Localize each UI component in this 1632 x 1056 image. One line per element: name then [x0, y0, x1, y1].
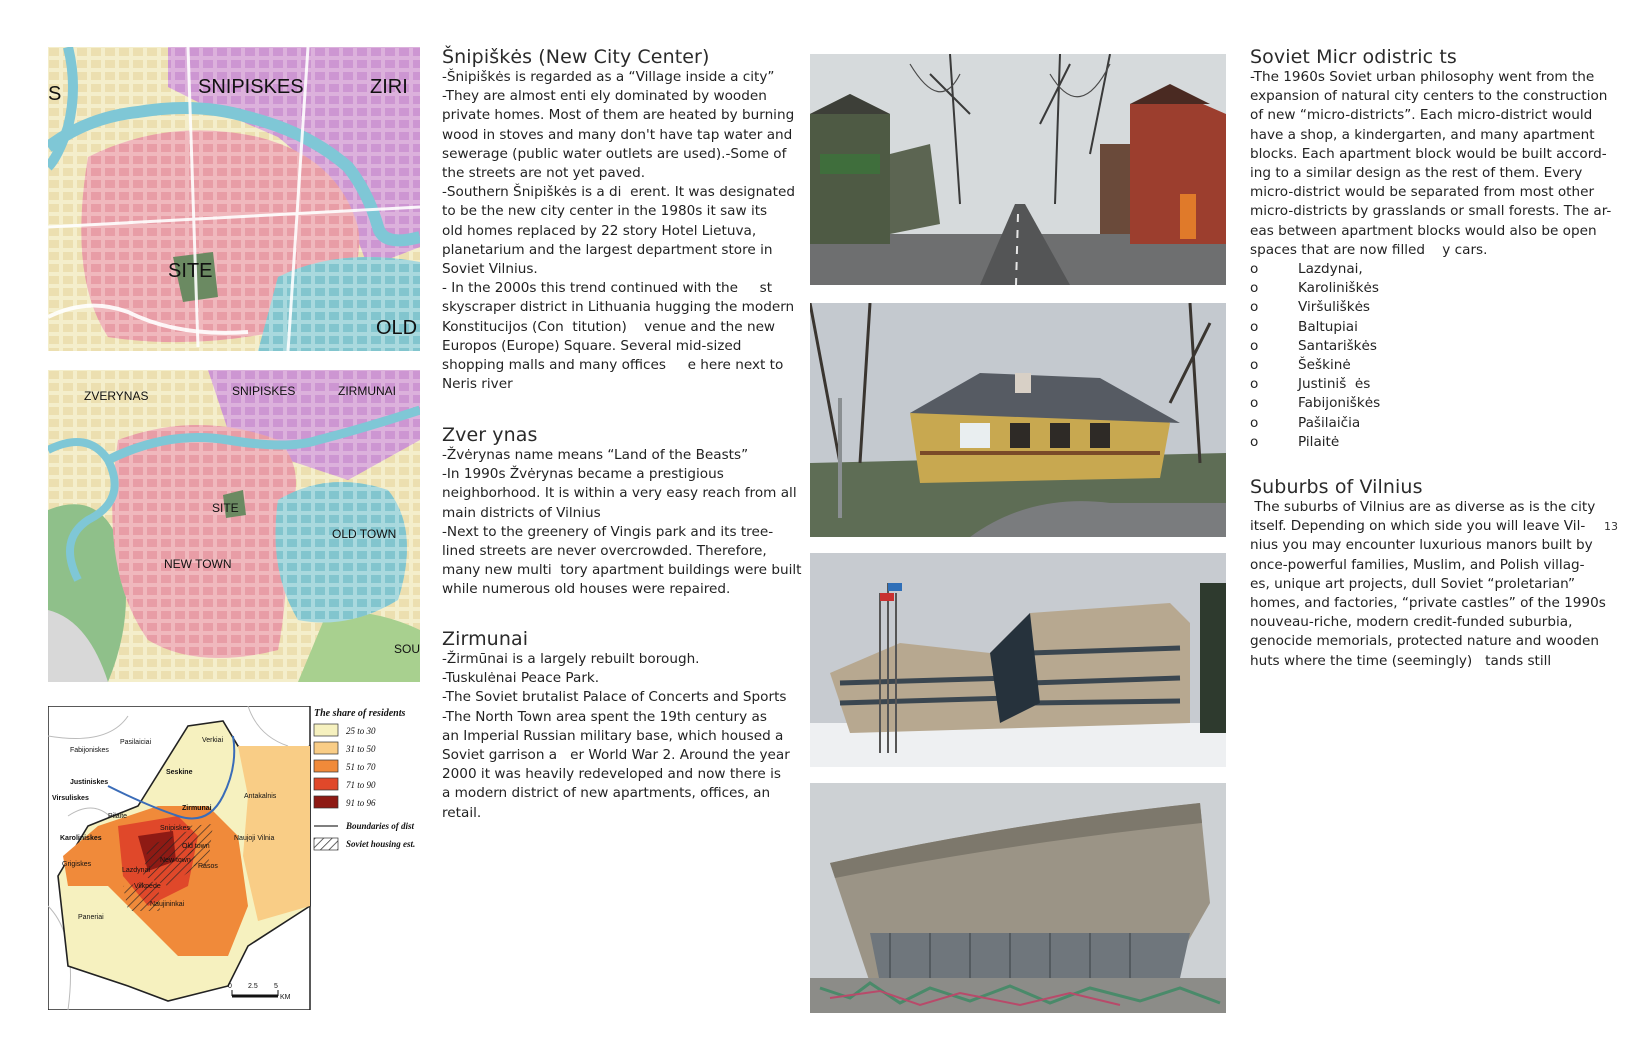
map3-district-15: New town: [160, 857, 191, 864]
suburbs-line: es, unique art projects, dull Soviet “proletarian”: [1250, 575, 1576, 592]
soviet-line: micro-district would be separated from most other: [1250, 184, 1595, 201]
snipiskes-line: skyscraper district in Lithuania hugging the modern: [442, 299, 795, 316]
bullet-icon: o: [1250, 318, 1259, 335]
map3-district-4: Seskine: [166, 769, 193, 776]
suburbs-line: huts where the time (seemingly) tands still: [1250, 652, 1552, 669]
map3-district-9: Karoliniskes: [60, 835, 102, 842]
bullet-icon: o: [1250, 376, 1259, 393]
list-item: [1250, 298, 1550, 317]
zverynas-line: -Next to the greenery of Vingis park and its tree-: [442, 523, 774, 540]
map2-label-zverynas: ZVERYNAS: [84, 389, 149, 403]
map-central-districts: [48, 370, 420, 682]
map3-district-3: Justiniskes: [70, 779, 109, 786]
list-item: [1250, 279, 1550, 298]
legend-item-4: 71 to 90: [346, 780, 376, 790]
bullet-icon: o: [1250, 395, 1259, 412]
legend-swatch-5: [314, 796, 338, 808]
photo-modern-building: [810, 553, 1226, 767]
list-item-label: Justiniš ės: [1298, 376, 1371, 393]
zverynas-line: -In 1990s Žvėrynas became a prestigious: [442, 466, 724, 483]
soviet-line: expansion of natural city centers to the construction: [1250, 88, 1608, 105]
soviet-line: ing to a similar design as the rest of them. Every: [1250, 165, 1583, 182]
legend-item-1: 25 to 30: [346, 726, 376, 736]
photo-palace-graphic: [810, 783, 1226, 1013]
soviet-line: micro-districts by grasslands or small forests. The ar-: [1250, 203, 1612, 220]
photo-street-graphic: [810, 54, 1226, 285]
soviet-line: -The 1960s Soviet urban philosophy went from the: [1250, 69, 1595, 85]
bullet-icon: o: [1250, 280, 1259, 297]
zverynas-line: lined streets are never overcrowded. Therefore,: [442, 543, 767, 560]
suburbs-line: itself. Depending on which side you will leave Vil-: [1250, 518, 1586, 535]
zirmunai-body: [442, 650, 790, 823]
zirmunai-line: retail.: [442, 804, 482, 821]
map-central-graphic: [48, 370, 420, 682]
photo-modern-graphic: [810, 553, 1226, 767]
list-item: [1250, 433, 1550, 452]
bullet-icon: o: [1250, 299, 1259, 316]
snipiskes-line: -Southern Šnipiškės is a di erent. It was designated: [442, 184, 795, 201]
list-item-label: Pilaitė: [1298, 433, 1340, 450]
snipiskes-line: Europos (Europe) Square. Several mid-sized: [442, 337, 742, 354]
legend-swatch-1: [314, 724, 338, 736]
zirmunai-line: Soviet garrison a er World War 2. Around the year: [442, 747, 790, 764]
zirmunai-line: an Imperial Russian military base, which housed a: [442, 727, 784, 744]
list-item-label: Šeškinė: [1298, 357, 1351, 374]
list-item: [1250, 375, 1550, 394]
zverynas-line: main districts of Vilnius: [442, 504, 601, 521]
list-item: [1250, 414, 1550, 433]
map2-label-zirmunai: ZIRMUNAI: [338, 384, 396, 398]
suburbs-line: homes, and factories, “private castles” of the 1990s: [1250, 595, 1606, 612]
map3-district-5: Antakalnis: [244, 793, 277, 800]
list-item: [1250, 356, 1550, 375]
map3-district-12: Old town: [182, 843, 210, 850]
zirmunai-title: Zirmunai: [442, 628, 529, 650]
map2-label-site: SITE: [212, 501, 239, 515]
map3-district-19: Paneriai: [78, 914, 104, 921]
zirmunai-line: -The North Town area spent the 19th century as: [442, 708, 767, 725]
map-snipiskes-detail: [48, 47, 420, 351]
scale-unit: KM: [280, 994, 291, 1001]
snipiskes-line: shopping malls and many offices e here next to: [442, 357, 784, 374]
map3-district-18: Naujininkai: [150, 901, 185, 908]
zirmunai-line: 2000 it was heavily redeveloped and now there is: [442, 766, 781, 783]
map-residents-share: [48, 706, 420, 1010]
snipiskes-line: -Šnipiškės is regarded as a “Village inside a city”: [442, 69, 775, 85]
map3-district-10: Snipiskes: [160, 825, 190, 832]
snipiskes-title: Šnipiškės (New City Center): [442, 46, 710, 68]
legend-swatch-4: [314, 778, 338, 790]
zverynas-line: -Žvėrynas name means “Land of the Beasts”: [442, 447, 749, 463]
map-snipiskes-graphic: [48, 47, 420, 351]
bullet-icon: o: [1250, 357, 1259, 374]
list-item: [1250, 318, 1550, 337]
snipiskes-line: -They are almost enti ely dominated by wooden: [442, 88, 767, 105]
map3-district-0: Fabijoniskes: [70, 747, 109, 754]
soviet-title: Soviet Micr odistric ts: [1250, 46, 1457, 68]
legend-soviet: Soviet housing est.: [346, 839, 416, 849]
map-residents-graphic: [48, 706, 420, 1010]
map3-district-6: Virsuliskes: [52, 795, 89, 802]
map3-district-8: Zirmunai: [182, 805, 212, 812]
list-item-label: Karoliniškės: [1298, 280, 1379, 297]
soviet-line: have a shop, a kindergarten, and many apartment: [1250, 126, 1595, 143]
list-item: [1250, 260, 1550, 279]
map2-label-snipiskes: SNIPISKES: [232, 384, 296, 398]
map3-district-14: Lazdynai: [122, 867, 151, 874]
snipiskes-line: Neris river: [442, 376, 513, 393]
legend-swatch-2: [314, 742, 338, 754]
soviet-body: [1250, 68, 1612, 260]
legend-item-2: 31 to 50: [346, 744, 376, 754]
snipiskes-line: planetarium and the largest department store in: [442, 241, 773, 258]
map3-district-1: Pasilaiciai: [120, 739, 152, 746]
microdistrict-list: [1250, 260, 1550, 452]
list-item: [1250, 337, 1550, 356]
map3-district-17: Vilkpede: [134, 883, 161, 890]
snipiskes-line: - In the 2000s this trend continued with the st: [442, 280, 773, 297]
bullet-icon: o: [1250, 337, 1259, 354]
zverynas-line: many new multi tory apartment buildings were built: [442, 562, 802, 579]
list-item-label: Lazdynai,: [1298, 261, 1363, 277]
list-item-label: Fabijoniškės: [1298, 395, 1381, 412]
list-item-label: Santariškės: [1298, 337, 1378, 354]
zverynas-line: while numerous old houses were repaired.: [442, 581, 731, 598]
photo-zverynas-house: [810, 303, 1226, 537]
suburbs-line: nius you may encounter luxurious manors built by: [1250, 537, 1593, 554]
suburbs-line: genocide memorials, protected nature and wooden: [1250, 633, 1600, 650]
snipiskes-line: wood in stoves and many don't have tap water and: [442, 126, 793, 143]
legend-item-5: 91 to 96: [346, 798, 376, 808]
legend-swatches: [314, 724, 338, 808]
photo-palace-concerts-sports: [810, 783, 1226, 1013]
suburbs-line: The suburbs of Vilnius are as diverse as is the city: [1250, 499, 1596, 515]
soviet-line: blocks. Each apartment block would be built accord-: [1250, 145, 1607, 162]
bullet-icon: o: [1250, 433, 1259, 450]
legend-soviet-swatch: [314, 838, 338, 850]
list-item-label: Baltupiai: [1298, 318, 1358, 335]
scale-zero: 0: [228, 983, 232, 990]
map1-label-snipiskes: SNIPISKES: [198, 76, 304, 98]
map1-label-site: SITE: [168, 260, 213, 282]
snipiskes-line: to be the new city center in the 1980s it saw its: [442, 203, 768, 220]
list-item: [1250, 394, 1550, 413]
zverynas-body: [442, 446, 802, 600]
legend-boundaries: Boundaries of dist: [346, 821, 415, 831]
page-number: 13: [1604, 520, 1618, 533]
legend-item-3: 51 to 70: [346, 762, 376, 772]
suburbs-title: Suburbs of Vilnius: [1250, 476, 1423, 498]
map3-district-13: Grigiskes: [62, 861, 92, 868]
photo-snipiskes-street: [810, 54, 1226, 285]
photo-house-graphic: [810, 303, 1226, 537]
snipiskes-line: old homes replaced by 22 story Hotel Lietuva,: [442, 222, 757, 239]
map2-label-new-town: NEW TOWN: [164, 557, 232, 571]
snipiskes-line: Soviet Vilnius.: [442, 261, 538, 278]
snipiskes-line: private homes. Most of them are heated by burning: [442, 107, 795, 124]
map1-label-s: S: [48, 83, 62, 105]
soviet-line: spaces that are now filled y cars.: [1250, 241, 1488, 258]
snipiskes-body: [442, 68, 795, 394]
map2-label-old-town: OLD TOWN: [332, 527, 397, 541]
map3-district-2: Verkiai: [202, 737, 224, 744]
legend-title: The share of residents: [314, 708, 406, 719]
snipiskes-line: Konstitucijos (Con titution) venue and the new: [442, 318, 776, 335]
bullet-icon: o: [1250, 261, 1259, 277]
bullet-icon: o: [1250, 414, 1259, 431]
suburbs-line: once-powerful families, Muslim, and Polish villag-: [1250, 556, 1585, 573]
list-item-label: Pašilaičia: [1298, 414, 1361, 431]
soviet-line: of new “micro-districts”. Each micro-district would: [1250, 107, 1593, 124]
snipiskes-line: sewerage (public water outlets are used).-Some of: [442, 145, 787, 162]
zirmunai-line: -Tuskulėnai Peace Park.: [442, 670, 600, 687]
map3-district-7: Pilaite: [108, 813, 128, 820]
zverynas-title: Zver ynas: [442, 424, 538, 446]
zirmunai-line: -Žirmūnai is a largely rebuilt borough.: [442, 651, 700, 667]
zirmunai-line: -The Soviet brutalist Palace of Concerts and Sports: [442, 689, 787, 706]
map3-district-16: Rasos: [198, 863, 218, 870]
snipiskes-line: the streets are not yet paved.: [442, 165, 646, 182]
scale-mid: 2.5: [248, 983, 258, 990]
map3-district-11: Naujoji Vilnia: [234, 835, 275, 842]
legend-swatch-3: [314, 760, 338, 772]
suburbs-line: nouveau-riche, modern credit-funded suburbia,: [1250, 614, 1573, 631]
map2-label-sou: SOU: [394, 642, 420, 656]
soviet-line: eas between apartment blocks would also be open: [1250, 222, 1597, 239]
zirmunai-line: a modern district of new apartments, offices, an: [442, 785, 771, 802]
map1-label-old: OLD: [376, 317, 418, 339]
scale-max: 5: [274, 983, 278, 990]
list-item-label: Viršuliškės: [1298, 299, 1371, 316]
zverynas-line: neighborhood. It is within a very easy reach from all: [442, 485, 797, 502]
suburbs-body: [1250, 498, 1606, 671]
map1-label-zirm: ZIRI: [370, 76, 408, 98]
